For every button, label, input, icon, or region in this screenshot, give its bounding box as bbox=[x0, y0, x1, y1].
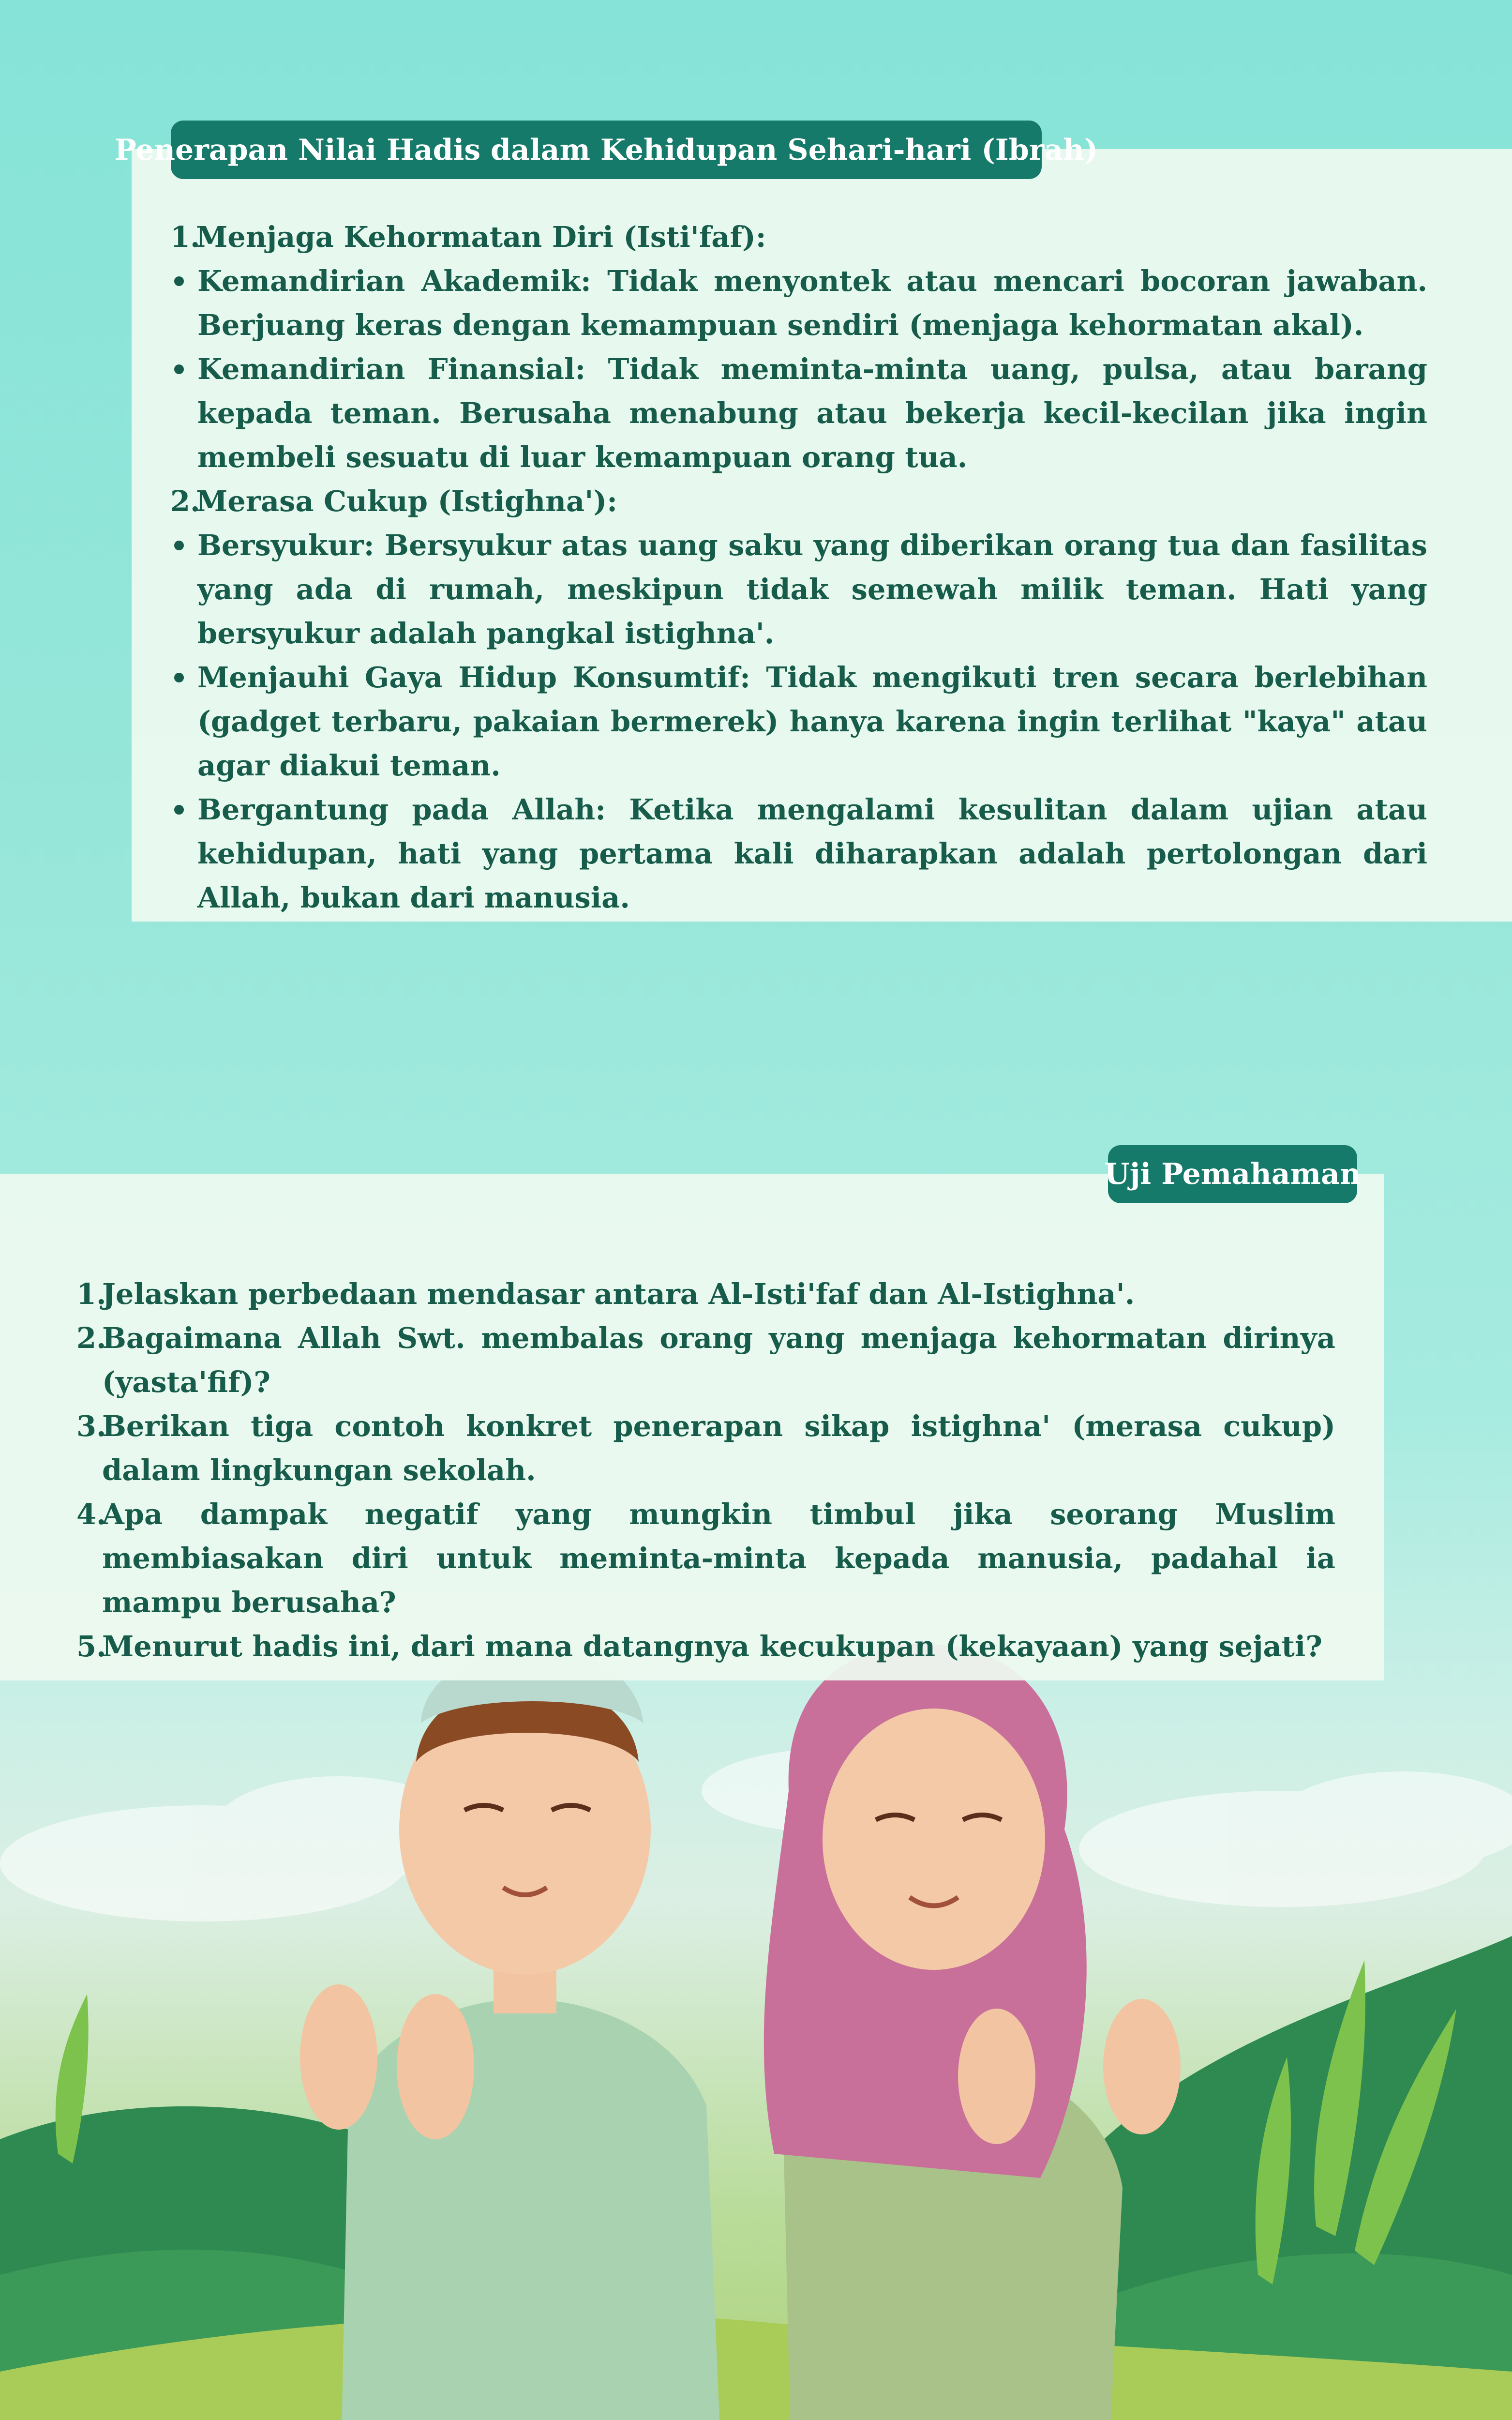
bullet-icon bbox=[174, 541, 184, 550]
list-item bbox=[76, 1492, 1335, 1624]
list-marker: 5. bbox=[76, 1630, 106, 1663]
list-item bbox=[170, 347, 1427, 479]
list-item-text: Bersyukur: Bersyukur atas uang saku yang diberikan orang tua dan fasilitas yang ada di rumah, meskipun tidak semewah milik teman. Hati yang bersyukur adalah pangkal istighna'. bbox=[197, 529, 1427, 650]
list-item bbox=[170, 787, 1427, 920]
clouds bbox=[0, 1747, 1512, 1921]
list-item bbox=[170, 655, 1427, 787]
list-marker: 3. bbox=[76, 1409, 106, 1443]
list-item bbox=[76, 1624, 1335, 1668]
ibrah-list bbox=[170, 215, 1427, 920]
list-marker: 2. bbox=[170, 484, 200, 518]
list-item-text: Merasa Cukup (Istighna'): bbox=[196, 484, 617, 518]
list-marker: 4. bbox=[76, 1497, 106, 1531]
list-item-text: Jelaskan perbedaan mendasar antara Al-Isti'faf dan Al-Istighna'. bbox=[102, 1277, 1135, 1311]
list-item-text: Apa dampak negatif yang mungkin timbul jika seorang Muslim membiasakan diri untuk meminta-minta kepada manusia, padahal ia mampu berusaha? bbox=[102, 1497, 1335, 1619]
list-marker: 1. bbox=[170, 220, 200, 254]
bullet-icon bbox=[174, 805, 184, 815]
list-item-text: Menjauhi Gaya Hidup Konsumtif: Tidak mengikuti tren secara berlebihan (gadget terbaru, pakaian bermerek) hanya karena ingin terlihat "kaya" atau agar diakui teman. bbox=[197, 661, 1427, 782]
ibrah-heading: Penerapan Nilai Hadis dalam Kehidupan Sehari-hari (Ibrah) bbox=[171, 121, 1042, 179]
list-marker: 1. bbox=[76, 1277, 106, 1311]
list-item-text: Menjaga Kehormatan Diri (Isti'faf): bbox=[196, 220, 766, 254]
list-item-text: Berikan tiga contoh konkret penerapan sikap istighna' (merasa cukup) dalam lingkungan sekolah. bbox=[102, 1409, 1335, 1487]
list-item-text: Menurut hadis ini, dari mana datangnya kecukupan (kekayaan) yang sejati? bbox=[102, 1630, 1322, 1663]
list-item-text: Kemandirian Finansial: Tidak meminta-minta uang, pulsa, atau barang kepada teman. Berusaha menabung atau bekerja kecil-kecilan jika ingin membeli sesuatu di luar kemampuan orang tua. bbox=[197, 352, 1427, 474]
boy-figure bbox=[300, 1649, 726, 2420]
list-item bbox=[170, 479, 1427, 523]
list-item bbox=[170, 215, 1427, 259]
quiz-heading: Uji Pemahaman bbox=[1108, 1145, 1357, 1203]
list-item bbox=[170, 523, 1427, 655]
list-item bbox=[76, 1404, 1335, 1492]
list-item-text: Bergantung pada Allah: Ketika mengalami kesulitan dalam ujian atau kehidupan, hati yang pertama kali diharapkan adalah pertolongan dari Allah, bukan dari manusia. bbox=[197, 793, 1427, 914]
bullet-icon bbox=[174, 673, 184, 682]
list-item-text: Bagaimana Allah Swt. membalas orang yang menjaga kehormatan dirinya (yasta'fif)? bbox=[102, 1321, 1335, 1399]
list-item-text: Kemandirian Akademik: Tidak menyontek atau mencari bocoran jawaban. Berjuang keras dengan kemampuan sendiri (menjaga kehormatan akal). bbox=[197, 264, 1427, 342]
bullet-icon bbox=[174, 364, 184, 374]
list-item bbox=[170, 259, 1427, 347]
list-marker: 2. bbox=[76, 1321, 106, 1355]
quiz-list bbox=[76, 1272, 1335, 1668]
bullet-icon bbox=[174, 276, 184, 286]
list-item bbox=[76, 1272, 1335, 1316]
list-item bbox=[76, 1316, 1335, 1404]
